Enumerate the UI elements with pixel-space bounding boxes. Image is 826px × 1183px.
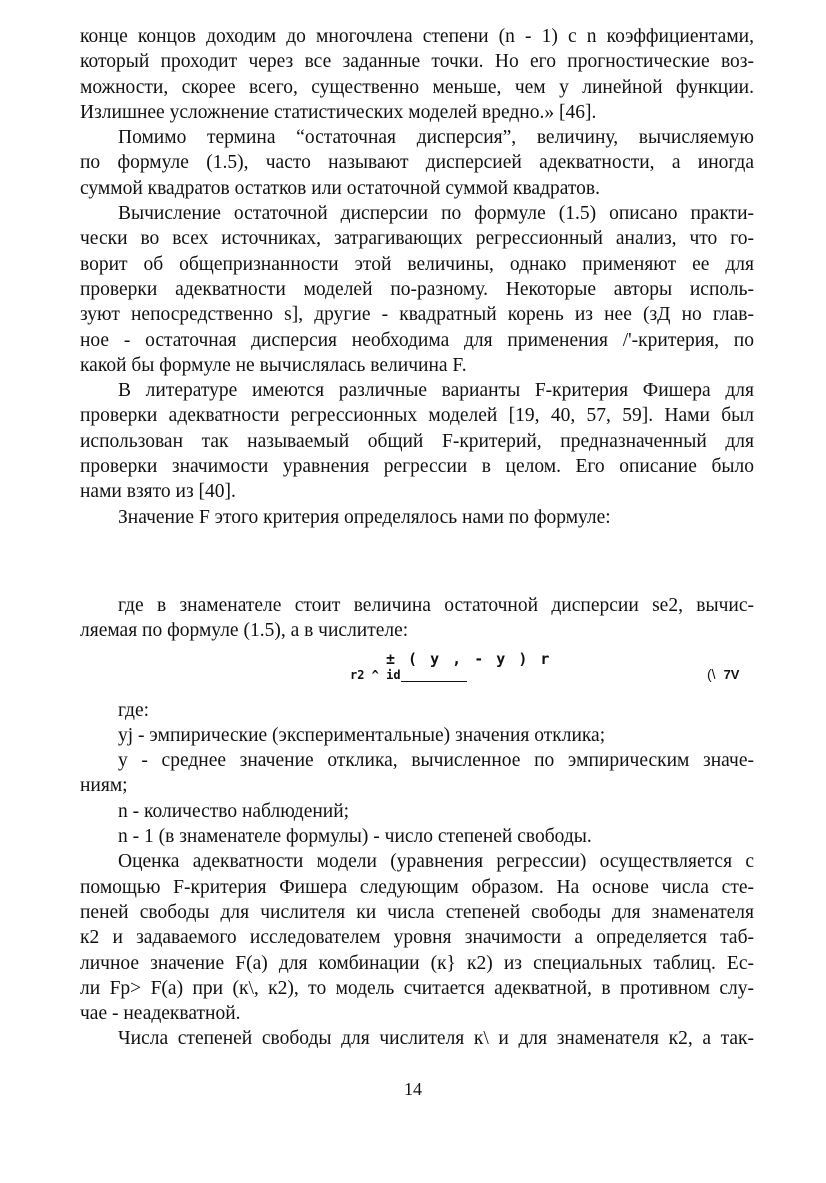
- text-line: зуют непосредственно s], другие - квадратный корень из нее (зД но глав-: [80, 304, 754, 326]
- text-line: ное - остаточная дисперсия необходима для применения /'-критерия, по: [80, 329, 754, 351]
- text-line: конце концов доходим до многочлена степени (n - 1) с n коэффициентами,: [80, 26, 754, 47]
- text-line: чески во всех источниках, затрагивающих регрессионный анализ, что го-: [80, 228, 754, 250]
- fraction-bar: [401, 669, 467, 682]
- text-line: который проходит через все заданные точки. Но его прогностические воз-: [80, 51, 754, 73]
- text-line: личное значение F(a) для комбинации (к} к2) из специальных таблиц. Ес-: [80, 952, 754, 974]
- text-line: Помимо термина “остаточная дисперсия”, величину, вычисляемую: [118, 127, 754, 149]
- text-line: ниям;: [80, 775, 128, 797]
- text-line: Вычисление остаточной дисперсии по формуле (1.5) описано практи-: [118, 203, 754, 225]
- text-line: Числа степеней свободы для числителя к\ и для знаменателя к2, а так-: [118, 1028, 754, 1050]
- text-line: Значение F этого критерия определялось нами по формуле:: [118, 506, 611, 528]
- equation-number: [707, 666, 739, 682]
- text-line: ли Fp> F(a) при (к\, к2), то модель считается адекватной, в противном слу-: [80, 977, 754, 999]
- formula-numerator: ± ( y , - y ) r: [386, 649, 552, 668]
- text-line: суммой квадратов остатков или остаточной суммой квадратов.: [80, 177, 600, 199]
- text-line: проверки адекватности моделей по-разному. Некоторые авторы исполь-: [80, 278, 754, 300]
- text-line: где:: [118, 699, 150, 721]
- text-line: пеней свободы для числителя ки числа степеней свободы для знаменателя: [80, 901, 754, 923]
- text-line: чае - неадекватной.: [80, 1003, 241, 1025]
- text-line: к2 и задаваемого исследователем уровня значимости а определяется таб-: [80, 927, 754, 949]
- formula-denominator-text: r2 ^ id: [350, 667, 401, 682]
- text-line: у - среднее значение отклика, вычисленное по эмпирическим значе-: [118, 750, 754, 772]
- formula-gap: [80, 530, 754, 593]
- text-line: yj - эмпирические (экспериментальные) значения отклика;: [118, 724, 606, 746]
- text-line: n - количество наблюдений;: [118, 800, 350, 822]
- text-line: по формуле (1.5), часто называют дисперсией адекватности, а иногда: [80, 152, 754, 174]
- text-line: помощью F-критерия Фишера следующим образом. На основе числа сте-: [80, 876, 754, 898]
- page-body: [80, 24, 754, 1052]
- text-line: какой бы формуле не вычислялась величина F.: [80, 354, 467, 376]
- text-line: использован так называемый общий F-критерий, предназначенный для: [80, 430, 754, 452]
- formula: [80, 650, 754, 692]
- text-line: Излишнее усложнение статистических моделей вредно.» [46].: [80, 101, 597, 123]
- text-line: проверки значимости уравнения регрессии в целом. Его описание было: [80, 456, 754, 478]
- text-line: проверки адекватности регрессионных моделей [19, 40, 57, 59]. Нами был: [80, 405, 754, 427]
- formula-denominator: [350, 668, 467, 682]
- text-line: ляемая по формуле (1.5), а в числителе:: [80, 620, 409, 642]
- text-line: ворит об общепризнанности этой величины, однако применяют ее для: [80, 253, 754, 275]
- text-line: n - 1 (в знаменателе формулы) - число степеней свободы.: [118, 826, 592, 848]
- text-line: Оценка адекватности модели (уравнения регрессии) осуществляется с: [118, 851, 754, 873]
- equation-number-right: 7V: [723, 666, 740, 682]
- text-line: можности, скорее всего, существенно меньше, чем у линейной функции.: [80, 76, 754, 98]
- equation-number-left: (\: [707, 665, 716, 682]
- text-line: нами взято из [40].: [80, 481, 236, 503]
- text-line: где в знаменателе стоит величина остаточной дисперсии sе2, вычис-: [118, 594, 754, 616]
- text-line: В литературе имеются различные варианты F-критерия Фишера для: [118, 380, 754, 402]
- page-number: 14: [404, 1079, 422, 1099]
